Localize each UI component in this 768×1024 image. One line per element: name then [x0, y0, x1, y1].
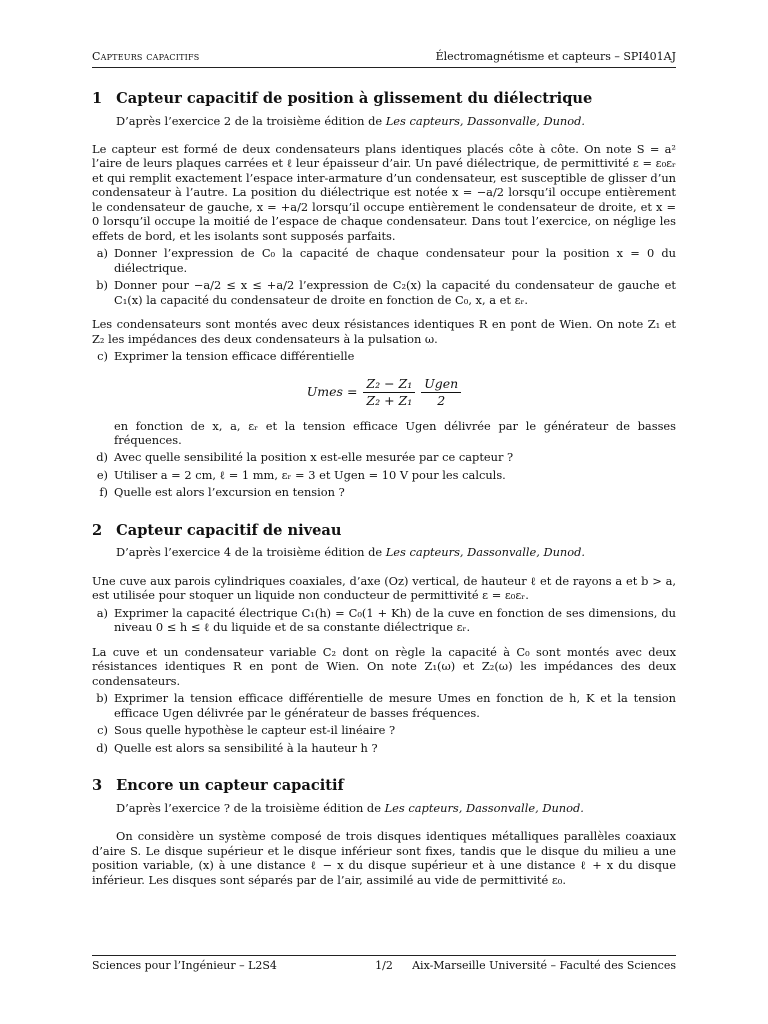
reference-book: Les capteurs, Dassonvalle, Dunod. — [385, 545, 586, 560]
question-text: Exprimer la capacité électrique C₁(h) = C₀(1 + Kh) de la cuve en fonction de ses dimensions, du niveau 0 ≤ h ≤ ℓ du liquide et de sa constante diélectrique εᵣ. — [114, 605, 676, 635]
section-3-intro: On considère un système composé de trois disques identiques métalliques parallèles coaxiaux d’aire S. Le disque supérieur et le disque inférieur sont fixes, tandis que le disque du milieu a une position variable, (x) à une distance ℓ − x du disque supérieur et à une distance ℓ + x du disque inférieur. Les disques sont séparés par de l’air, assimilé au vide de permittivité ε₀. — [92, 829, 676, 887]
section-title-text: Encore un capteur capacitif — [116, 777, 344, 795]
question-c-continuation: en fonction de x, a, εᵣ et la tension efficace Ugen délivrée par le générateur de basses fréquences. — [114, 418, 676, 447]
question-item — [92, 450, 676, 464]
section-2-intro: Une cuve aux parois cylindriques coaxiales, d’axe (Oz) vertical, de hauteur ℓ et de rayons a et b > a, est utilisée pour stoquer un liquide non conducteur de permittivité ε = ε₀εᵣ. — [92, 573, 676, 603]
section-1-para-2: Les condensateurs sont montés avec deux résistances identiques R en pont de Wien. On note Z₁ et Z₂ les impédances des deux condensateurs à la pulsation ω. — [92, 317, 676, 346]
question-label: e) — [96, 467, 108, 482]
question-item — [92, 485, 676, 499]
question-text: Utiliser a = 2 cm, ℓ = 1 mm, εᵣ = 3 et Ugen = 10 V pour les calculs. — [114, 467, 506, 482]
question-label: d) — [96, 450, 108, 465]
question-item — [92, 349, 676, 363]
section-title-text: Capteur capacitif de niveau — [116, 521, 342, 539]
question-item — [92, 691, 676, 720]
question-item — [92, 723, 676, 737]
question-text: Quelle est alors l’excursion en tension ? — [114, 485, 345, 500]
fraction-numerator: Z₂ − Z₁ — [363, 376, 415, 393]
question-text: Sous quelle hypothèse le capteur est-il linéaire ? — [114, 723, 396, 738]
question-label: c) — [97, 723, 108, 738]
section-2-questions-bcd — [92, 691, 676, 755]
question-item — [92, 278, 676, 307]
formula-lhs: Umes = — [306, 384, 358, 400]
document-page — [92, 50, 676, 980]
question-item — [92, 246, 676, 275]
section-2-para-2: La cuve et un condensateur variable C₂ dont on règle la capacité à C₀ sont montés avec deux résistances identiques R en pont de Wien. On note Z₁(ω) et Z₂(ω) les impédances des deux condensateurs. — [92, 644, 676, 688]
page-footer — [92, 955, 676, 973]
question-text: Exprimer la tension efficace différentielle de mesure Umes en fonction de h, K et la tension efficace Ugen délivrée par le générateur de basses fréquences. — [114, 691, 676, 720]
question-label: a) — [96, 605, 108, 620]
question-label: d) — [96, 740, 108, 755]
section-2-reference — [116, 545, 676, 559]
fraction-denominator: Z₂ + Z₁ — [366, 392, 413, 408]
reference-book: Les capteurs, Dassonvalle, Dunod. — [385, 113, 586, 128]
formula-fraction-1 — [363, 376, 415, 409]
footer-right: Aix-Marseille Université – Faculté des Sciences — [412, 959, 676, 972]
formula-fraction-2 — [421, 376, 461, 409]
section-1-title — [92, 90, 676, 109]
fraction-denominator: 2 — [437, 392, 446, 408]
section-3-title — [92, 777, 676, 796]
question-item — [92, 741, 676, 755]
fraction-numerator: Ugen — [421, 376, 461, 393]
question-text: Avec quelle sensibilité la position x est-elle mesurée par ce capteur ? — [114, 450, 514, 465]
section-number: 1 — [92, 89, 103, 107]
question-text: Exprimer la tension efficace différentielle — [114, 349, 355, 364]
header-right: Électromagnétisme et capteurs – SPI401AJ — [435, 50, 676, 63]
section-title-text: Capteur capacitif de position à glissement du diélectrique — [116, 89, 593, 107]
section-1-question-c — [92, 349, 676, 363]
reference-prefix: D’après l’exercice 2 de la troisième édition de — [116, 113, 386, 128]
formula-umes — [92, 376, 676, 409]
section-1-reference — [116, 114, 676, 128]
page-number: 1/2 — [375, 959, 393, 972]
section-number: 3 — [92, 777, 103, 795]
question-label: f) — [99, 485, 108, 500]
section-1-questions-def — [92, 450, 676, 499]
page-header — [92, 50, 676, 68]
question-label: b) — [96, 691, 108, 706]
question-text: Donner pour −a/2 ≤ x ≤ +a/2 l’expression de C₂(x) la capacité du condensateur de gauche et C₁(x) la capacité du condensateur de droite en fonction de C₀, x, a et εᵣ. — [114, 278, 676, 307]
question-item — [92, 606, 676, 635]
section-1 — [92, 90, 676, 500]
footer-left: Sciences pour l’Ingénieur – L2S4 — [92, 959, 277, 972]
question-label: a) — [96, 246, 108, 261]
section-3-reference — [116, 801, 676, 815]
question-item — [92, 468, 676, 482]
question-text: Donner l’expression de C₀ la capacité de chaque condensateur pour la position x = 0 du diélectrique. — [114, 246, 676, 275]
question-label: b) — [96, 278, 108, 293]
section-2 — [92, 522, 676, 755]
section-2-question-a — [92, 606, 676, 635]
section-2-title — [92, 522, 676, 541]
reference-book: Les capteurs, Dassonvalle, Dunod. — [384, 800, 584, 815]
question-label: c) — [97, 349, 108, 364]
question-text: Quelle est alors sa sensibilité à la hauteur h ? — [114, 740, 378, 755]
section-1-intro: Le capteur est formé de deux condensateurs plans identiques placés côte à côte. On note S = a² l’aire de leurs plaques carrées et ℓ leur épaisseur d’air. Un pavé diélectrique, de permittivité ε = ε₀εᵣ et qui remplit exactement l’espace inter-armature d’un condensateur, est susceptible de glisser d’un condensateur à l’autre. La position du diélectrique est notée x = −a/2 lorsqu’il occupe entièrement le condensateur de gauche, x = +a/2 lorsqu’il occupe entièrement le condensateur de droite, et x = 0 lorsqu’il occupe la moitié de l’espace de chaque condensateur. Dans tout l’exercice, on néglige les effets de bord, et les isolants sont supposés parfaits. — [92, 141, 676, 243]
header-left: Capteurs capacitifs — [92, 50, 200, 63]
section-3 — [92, 777, 676, 887]
section-1-questions-ab — [92, 246, 676, 307]
section-number: 2 — [92, 521, 103, 539]
reference-prefix: D’après l’exercice 4 de la troisième édition de — [116, 545, 386, 560]
reference-prefix: D’après l’exercice ? de la troisième édition de — [116, 800, 385, 815]
